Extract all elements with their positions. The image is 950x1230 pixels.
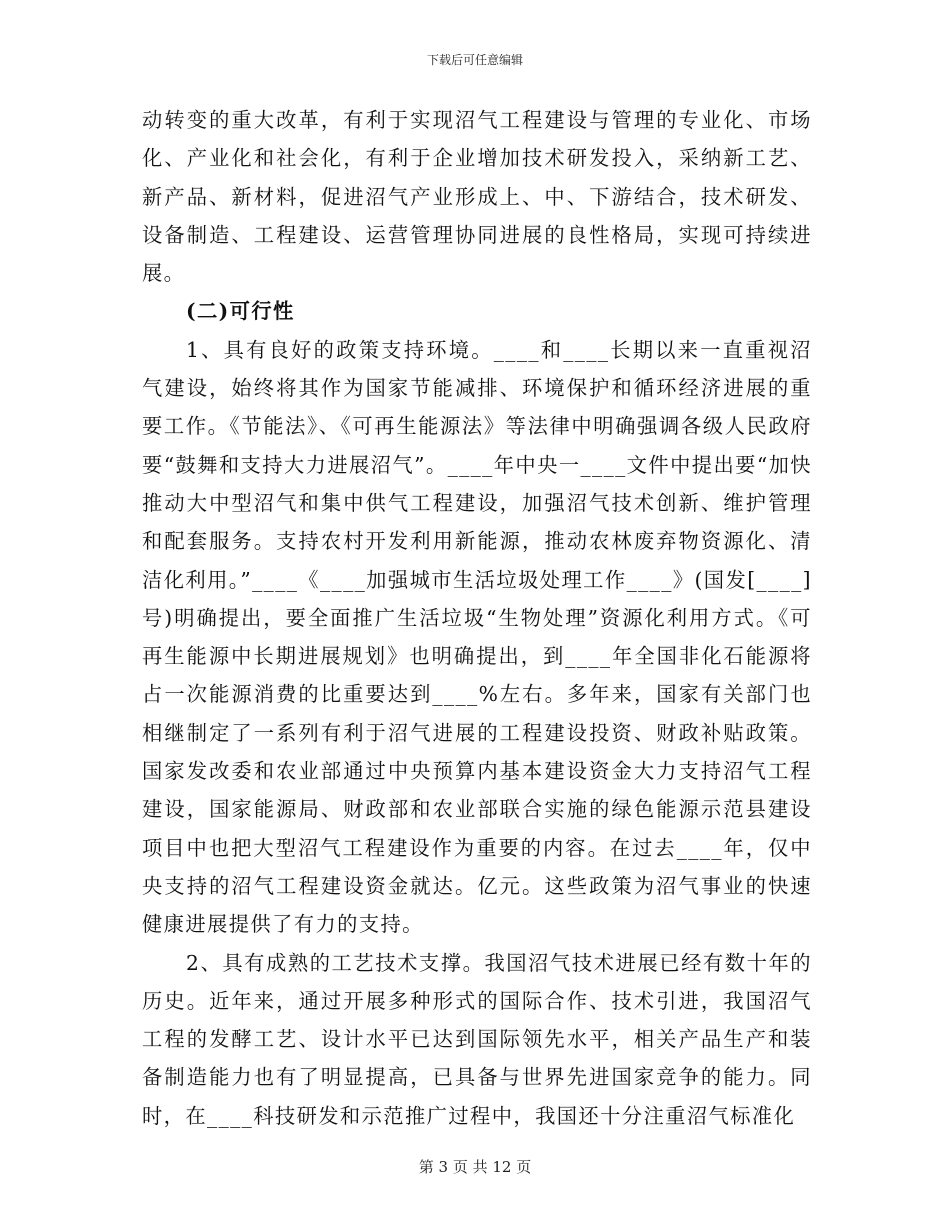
paragraph-technology-support: 2、具有成熟的工艺技术支撑。我国沼气技术进展已经有数十年的历史。近年来，通过开展多种形式的国际合作、技术引进，我国沼气工程的发酵工艺、设计水平已达到国际领先水平，相关产品生产和装备制造能力也有了明显提高，已具备与世界先进国家竞争的能力。同时，在____科技研发和示范推广过程中，我国还十分注重沼气标准化 [142, 950, 812, 1128]
paragraph-policy-support: 1、具有良好的政策支持环境。____和____长期以来一直重视沼气建设，始终将其作为国家节能减排、环境保护和循环经济进展的重要工作。《节能法》、《可再生能源法》等法律中明确强调各级人民政府要“鼓舞和支持大力进展沼气”。____年中央一____文件中提出要“加快推动大中型沼气和集中供气工程建设，加强沼气技术创新、维护管理和配套服务。支持农村开发利用新能源，推动农林废弃物资源化、清洁化利用。”____《____加强城市生活垃圾处理工作____》(国发[____]号)明确提出，要全面推广生活垃圾“生物处理”资源化利用方式。《可再生能源中长期进展规划》也明确提出，到____年全国非化石能源将占一次能源消费的比重要达到____%左右。多年来，国家有关部门也相继制定了一系列有利于沼气进展的工程建设投资、财政补贴政策。国家发改委和农业部通过中央预算内基本建设资金大力支持沼气工程建设，国家能源局、财政部和农业部联合实施的绿色能源示范县建设项目中也把大型沼气工程建设作为重要的内容。在过去____年，仅中央支持的沼气工程建设资金就达。亿元。这些政策为沼气事业的快速健康进展提供了有力的支持。 [142, 337, 812, 937]
document-body [142, 101, 812, 1135]
paragraph-continuation: 动转变的重大改革，有利于实现沼气工程建设与管理的专业化、市场化、产业化和社会化，有利于企业增加技术研发投入，采纳新工艺、新产品、新材料，促进沼气产业形成上、中、下游结合，技术研发、设备制造、工程建设、运营管理协同进展的良性格局，实现可持续进展。 [142, 108, 812, 286]
section-heading: (二)可行性 [186, 299, 295, 324]
page-number: 第 3 页 共 12 页 [418, 1158, 532, 1176]
page-header: 下载后可任意编辑 [426, 53, 523, 67]
